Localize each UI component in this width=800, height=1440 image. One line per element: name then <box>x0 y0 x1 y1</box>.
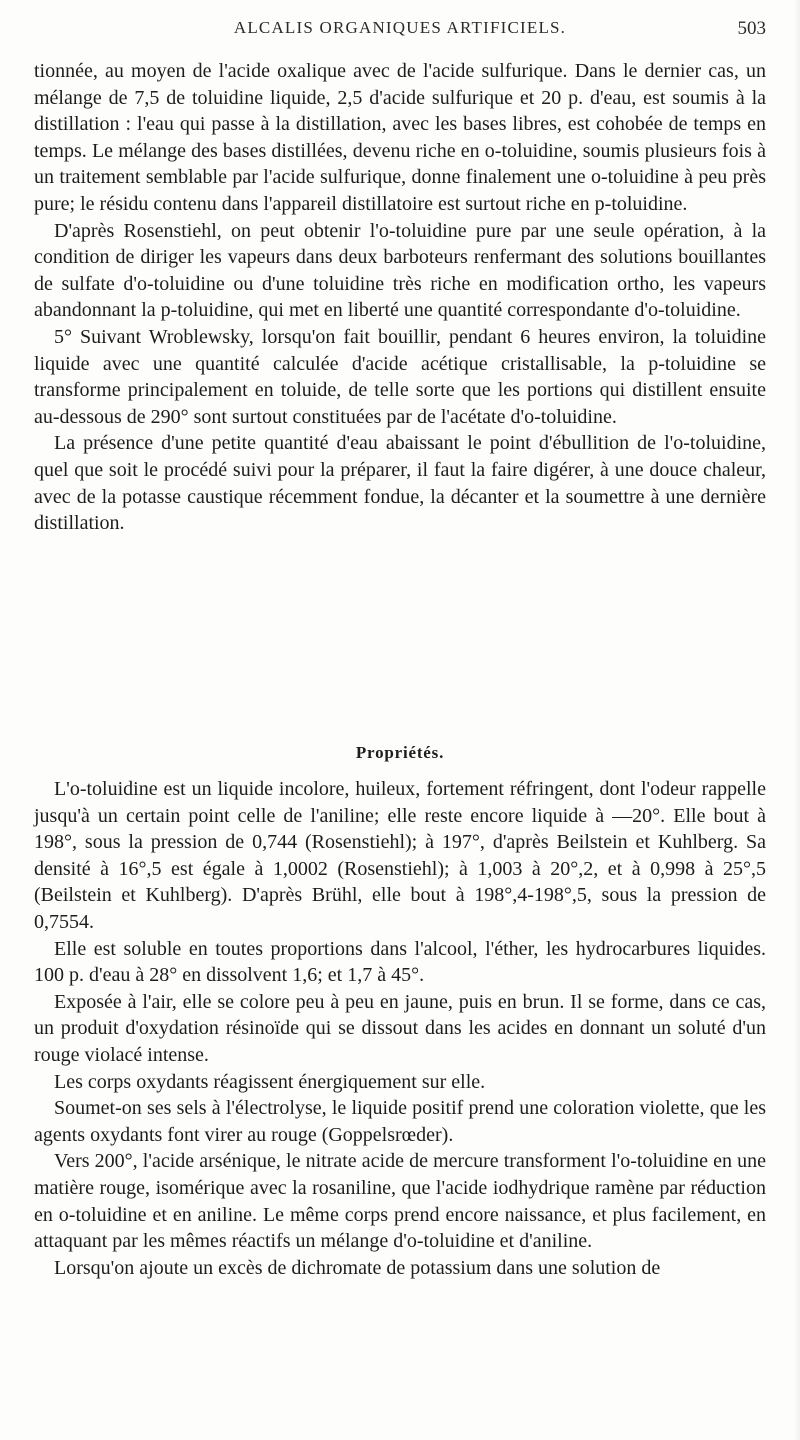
paragraph: Soumet-on ses sels à l'électrolyse, le liquide positif prend une coloration violette, que les agents oxydants font virer au rouge (Goppelsrœder). <box>34 1097 766 1146</box>
page-edge-shadow <box>794 0 800 1440</box>
running-title: ALCALIS ORGANIQUES ARTIFICIELS. <box>233 18 567 37</box>
paragraph: L'o-toluidine est un liquide incolore, huileux, fortement réfringent, dont l'odeur rappelle jusqu'à un certain point celle de l'aniline; elle reste encore liquide à —20°. Elle bout à 198°, sous la pression de 0,744 (Rosenstiehl); à 197°, d'après Beilstein et Kuhlberg. Sa densité à 16°,5 est égale à 1,0002 (Rosenstiehl); à 1,003 à 20°,2, et à 0,998 à 25°,5 (Beilstein et Kuhlberg). D'après Brühl, elle bout à 198°,4-198°,5, sous la pression de 0,7554. <box>34 778 766 933</box>
text-block-properties <box>34 776 766 1281</box>
paragraph: Lorsqu'on ajoute un excès de dichromate de potassium dans une solution de <box>54 1256 661 1279</box>
paragraph: La présence d'une petite quantité d'eau abaissant le point d'ébullition de l'o-toluidine, quel que soit le procédé suivi pour la préparer, il faut la faire digérer, à une douce chaleur, avec de la potasse caustique récemment fondue, la décanter et la soumettre à une dernière distillation. <box>34 432 766 535</box>
page-number: 503 <box>737 18 766 39</box>
paragraph: D'après Rosenstiehl, on peut obtenir l'o-toluidine pure par une seule opération, à la condition de diriger les vapeurs dans deux barboteurs renfermant des solutions bouillantes de sulfate d'o-toluidine ou d'une toluidine très riche en modification ortho, les vapeurs abandonnant la p-toluidine, qui met en liberté une quantité correspondante d'o-toluidine. <box>34 219 766 322</box>
running-head <box>0 18 800 44</box>
paragraph: Les corps oxydants réagissent énergiquement sur elle. <box>54 1070 486 1093</box>
paragraph: Elle est soluble en toutes proportions dans l'alcool, l'éther, les hydrocarbures liquides. 100 p. d'eau à 28° en dissolvent 1,6; et 1,7 à 45°. <box>34 937 766 987</box>
text-block-preparation <box>34 58 766 537</box>
paragraph: Exposée à l'air, elle se colore peu à peu en jaune, puis en brun. Il se forme, dans ce cas, un produit d'oxydation résinoïde qui se dissout dans les acides en donnant un soluté d'un rouge violacé intense. <box>34 990 766 1066</box>
section-heading: Propriétés. <box>355 743 445 762</box>
paragraph: 5° Suivant Wroblewsky, lorsqu'on fait bouillir, pendant 6 heures environ, la toluidine liquide avec une quantité calculée d'acide acétique cristallisable, la p-toluidine se transforme principalement en toluide, de telle sorte que les portions qui distillent ensuite au-dessous de 290° sont surtout constituées par de l'acétate d'o-toluidine. <box>34 325 766 428</box>
paragraph: Vers 200°, l'acide arsénique, le nitrate acide de mercure transforment l'o-toluidine en une matière rouge, isomérique avec la rosaniline, que l'acide iodhydrique ramène par réduction en o-toluidine et en aniline. Le même corps prend encore naissance, et plus facilement, en attaquant par les mêmes réactifs un mélange d'o-toluidine et d'aniline. <box>34 1150 766 1253</box>
paragraph: tionnée, au moyen de l'acide oxalique avec de l'acide sulfurique. Dans le dernier cas, un mélange de 7,5 de toluidine liquide, 2,5 d'acide sulfurique et 20 p. d'eau, est soumis à la distillation : l'eau qui passe à la distillation, avec les bases libres, est cohobée de temps en temps. Le mélange des bases distillées, devenu riche en o-toluidine, soumis plusieurs fois à un traitement semblable par l'acide sulfurique, donne finalement une o-toluidine à peu près pure; le résidu contenu dans l'appareil distillatoire est surtout riche en p-toluidine. <box>34 60 766 215</box>
